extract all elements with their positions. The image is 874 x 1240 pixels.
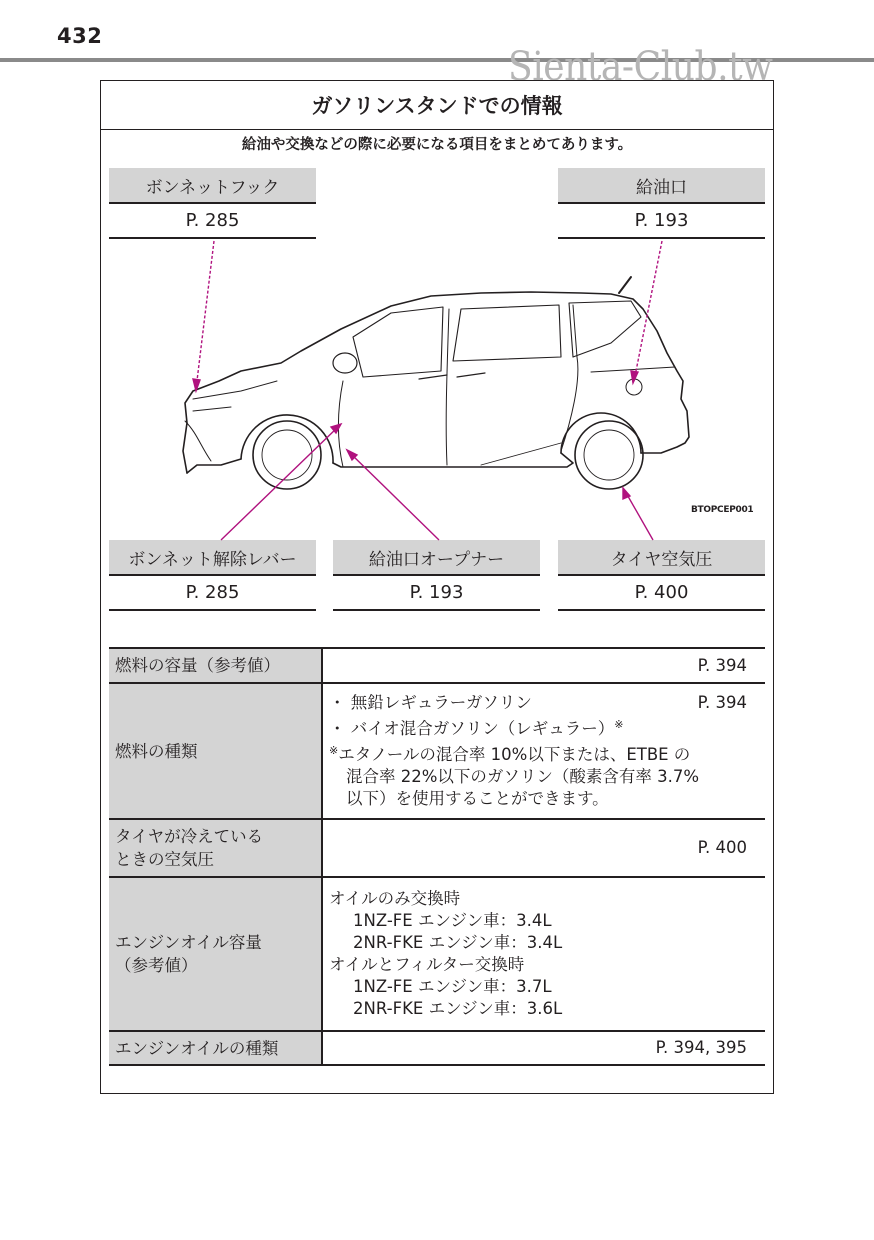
callout-label: 給油口オープナー xyxy=(333,540,540,576)
note-line: エタノールの混合率 10%以下または、ETBE の xyxy=(338,745,691,764)
row-page-link[interactable]: P. 394 xyxy=(697,693,747,712)
callout-page-link[interactable]: P. 193 xyxy=(558,204,765,239)
callout-page-link[interactable]: P. 400 xyxy=(558,576,765,611)
fuel-type-line: ・ バイオ混合ガソリン（レギュラー） xyxy=(329,719,615,738)
row-page-link[interactable]: P. 400 xyxy=(322,819,765,877)
callout-label: 給油口 xyxy=(558,168,765,204)
row-key: エンジンオイル容量 （参考値） xyxy=(109,877,322,1031)
table-row xyxy=(109,819,765,877)
page-number: 432 xyxy=(57,24,103,48)
row-value xyxy=(322,683,765,819)
oil-line: 1NZ-FE エンジン車：3.7L xyxy=(353,977,552,996)
note-mark: ※ xyxy=(329,744,339,757)
row-key: エンジンオイルの種類 xyxy=(109,1031,322,1065)
callout-hood-release-lever xyxy=(109,540,316,611)
row-page-link[interactable]: P. 394 xyxy=(322,648,765,683)
callout-page-link[interactable]: P. 285 xyxy=(109,576,316,611)
row-key: タイヤが冷えている ときの空気圧 xyxy=(109,819,322,877)
table-row xyxy=(109,877,765,1031)
row-page-link[interactable]: P. 394, 395 xyxy=(322,1031,765,1065)
callout-fuel-door-opener xyxy=(333,540,540,611)
oil-line: 2NR-FKE エンジン車：3.6L xyxy=(353,999,563,1018)
row-key: 燃料の種類 xyxy=(109,683,322,819)
oil-heading: オイルのみ交換時 xyxy=(329,889,461,908)
car-side-illustration xyxy=(101,81,773,541)
oil-line: 2NR-FKE エンジン車：3.4L xyxy=(353,933,563,952)
table-row xyxy=(109,683,765,819)
watermark: Sienta-Club.tw xyxy=(508,44,773,90)
panel-title: ガソリンスタンドでの情報 xyxy=(101,81,773,130)
callout-label: ボンネット解除レバー xyxy=(109,540,316,576)
table-row xyxy=(109,1031,765,1065)
callout-page-link[interactable]: P. 285 xyxy=(109,204,316,239)
oil-line: 1NZ-FE エンジン車：3.4L xyxy=(353,911,552,930)
note-line: 以下）を使用することができます。 xyxy=(346,789,609,808)
fuel-type-line: ・ 無鉛レギュラーガソリン xyxy=(329,693,532,712)
spec-table xyxy=(109,647,765,1066)
callout-label: ボンネットフック xyxy=(109,168,316,204)
callout-page-link[interactable]: P. 193 xyxy=(333,576,540,611)
illustration-code: BTOPCEP001 xyxy=(691,505,754,515)
table-row xyxy=(109,648,765,683)
info-panel xyxy=(100,80,774,1094)
row-key: 燃料の容量（参考値） xyxy=(109,648,322,683)
row-value xyxy=(322,877,765,1031)
note-mark: ※ xyxy=(614,718,624,731)
note-line: 混合率 22%以下のガソリン（酸素含有率 3.7% xyxy=(346,767,700,786)
panel-subtitle: 給油や交換などの際に必要になる項目をまとめてあります。 xyxy=(241,136,633,153)
callout-tire-pressure xyxy=(558,540,765,611)
oil-heading: オイルとフィルター交換時 xyxy=(329,955,525,974)
callout-label: タイヤ空気圧 xyxy=(558,540,765,576)
